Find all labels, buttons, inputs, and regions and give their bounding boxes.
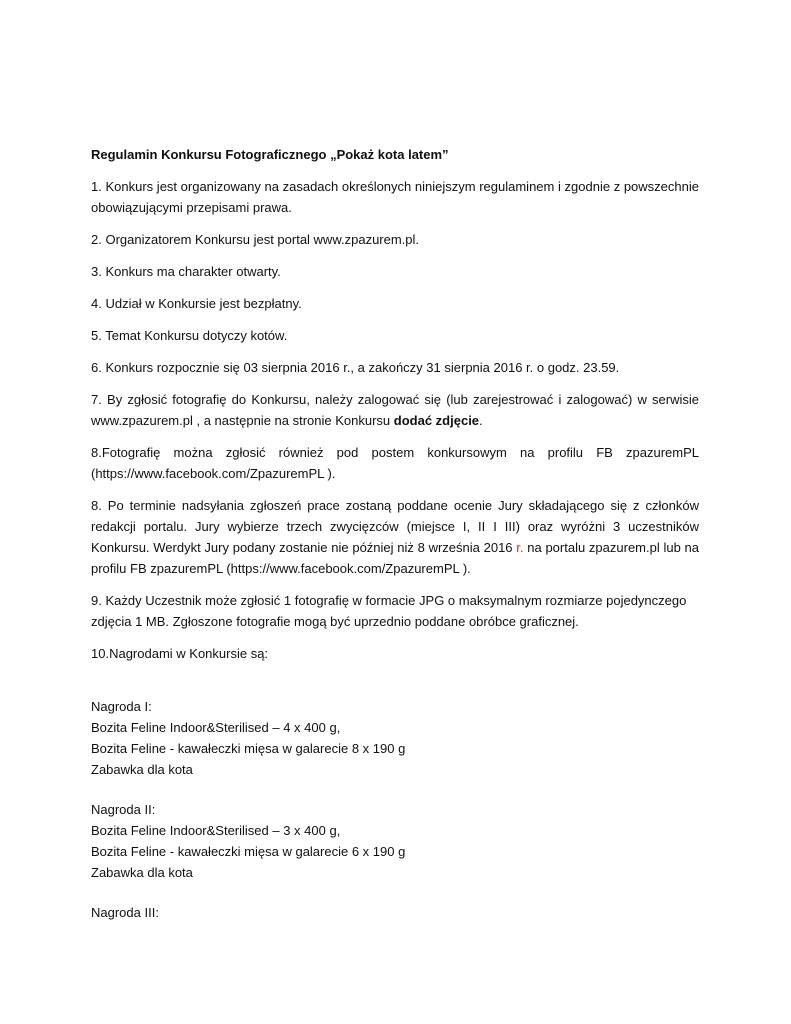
paragraph-7 [91, 389, 699, 431]
prize-1-item-2: Bozita Feline - kawałeczki mięsa w galarecie 8 x 190 g [91, 741, 406, 756]
prize-2 [91, 799, 699, 883]
prize-2-item-3: Zabawka dla kota [91, 865, 193, 880]
prize-1-item-3: Zabawka dla kota [91, 762, 193, 777]
prize-3-label: Nagroda III: [91, 905, 159, 920]
paragraph-8a: 8.Fotografię można zgłosić również pod postem konkursowym na profilu FB zpazuremPL (https://www.facebook.com/ZpazuremPL ). [91, 445, 699, 481]
prize-1-item-1: Bozita Feline Indoor&Sterilised – 4 x 400 g, [91, 720, 341, 735]
prize-2-label: Nagroda II: [91, 802, 156, 817]
document-title: Regulamin Konkursu Fotograficznego „Pokaż kota latem” [91, 147, 449, 162]
paragraph-5: 5. Temat Konkursu dotyczy kotów. [91, 328, 288, 343]
paragraph-10: 10.Nagrodami w Konkursie są: [91, 646, 269, 661]
paragraph-8b-text: 8. Po terminie nadsyłania zgłoszeń prace zostaną poddane ocenie Jury składającego się z członków redakcji portalu. Jury wybierze trzech zwycięzców (miejsce I, II I III) oraz wyróżni 3 uczestników Konkursu. Werdykt Jury podany zostanie nie później niż 8 września 2016 [91, 498, 699, 555]
paragraph-8b-end: na portalu zpazurem.pl lub na profilu FB zpazuremPL (https://www.facebook.com/ZpazuremPL ). [91, 540, 700, 576]
paragraph-8b-red: r. [516, 540, 524, 555]
prize-2-item-2: Bozita Feline - kawałeczki mięsa w galarecie 6 x 190 g [91, 844, 406, 859]
regulations-document [91, 144, 699, 942]
paragraph-6: 6. Konkurs rozpocznie się 03 sierpnia 2016 r., a zakończy 31 sierpnia 2016 r. o godz. 23.59. [91, 360, 620, 375]
paragraph-7-end: . [479, 413, 483, 428]
paragraph-2: 2. Organizatorem Konkursu jest portal www.zpazurem.pl. [91, 232, 420, 247]
prize-1 [91, 696, 699, 780]
prize-1-label: Nagroda I: [91, 699, 152, 714]
paragraph-9: 9. Każdy Uczestnik może zgłosić 1 fotografię w formacie JPG o maksymalnym rozmiarze pojedynczego zdjęcia 1 MB. Zgłoszone fotografie mogą być uprzednio poddane obróbce graficznej. [91, 593, 687, 629]
paragraph-7-bold: dodać zdjęcie [393, 413, 480, 428]
prize-2-item-1: Bozita Feline Indoor&Sterilised – 3 x 400 g, [91, 823, 341, 838]
prize-3 [91, 902, 699, 923]
paragraph-1: 1. Konkurs jest organizowany na zasadach określonych niniejszym regulaminem i zgodnie z powszechnie obowiązującymi przepisami prawa. [91, 179, 699, 215]
paragraph-4: 4. Udział w Konkursie jest bezpłatny. [91, 296, 302, 311]
spacer [91, 675, 699, 696]
paragraph-7-text: 7. By zgłosić fotografię do Konkursu, należy zalogować się (lub zarejestrować i zalogować) w serwisie www.zpazurem.pl , a następnie na stronie Konkursu [91, 392, 699, 428]
paragraph-8b [91, 495, 699, 579]
paragraph-3: 3. Konkurs ma charakter otwarty. [91, 264, 281, 279]
